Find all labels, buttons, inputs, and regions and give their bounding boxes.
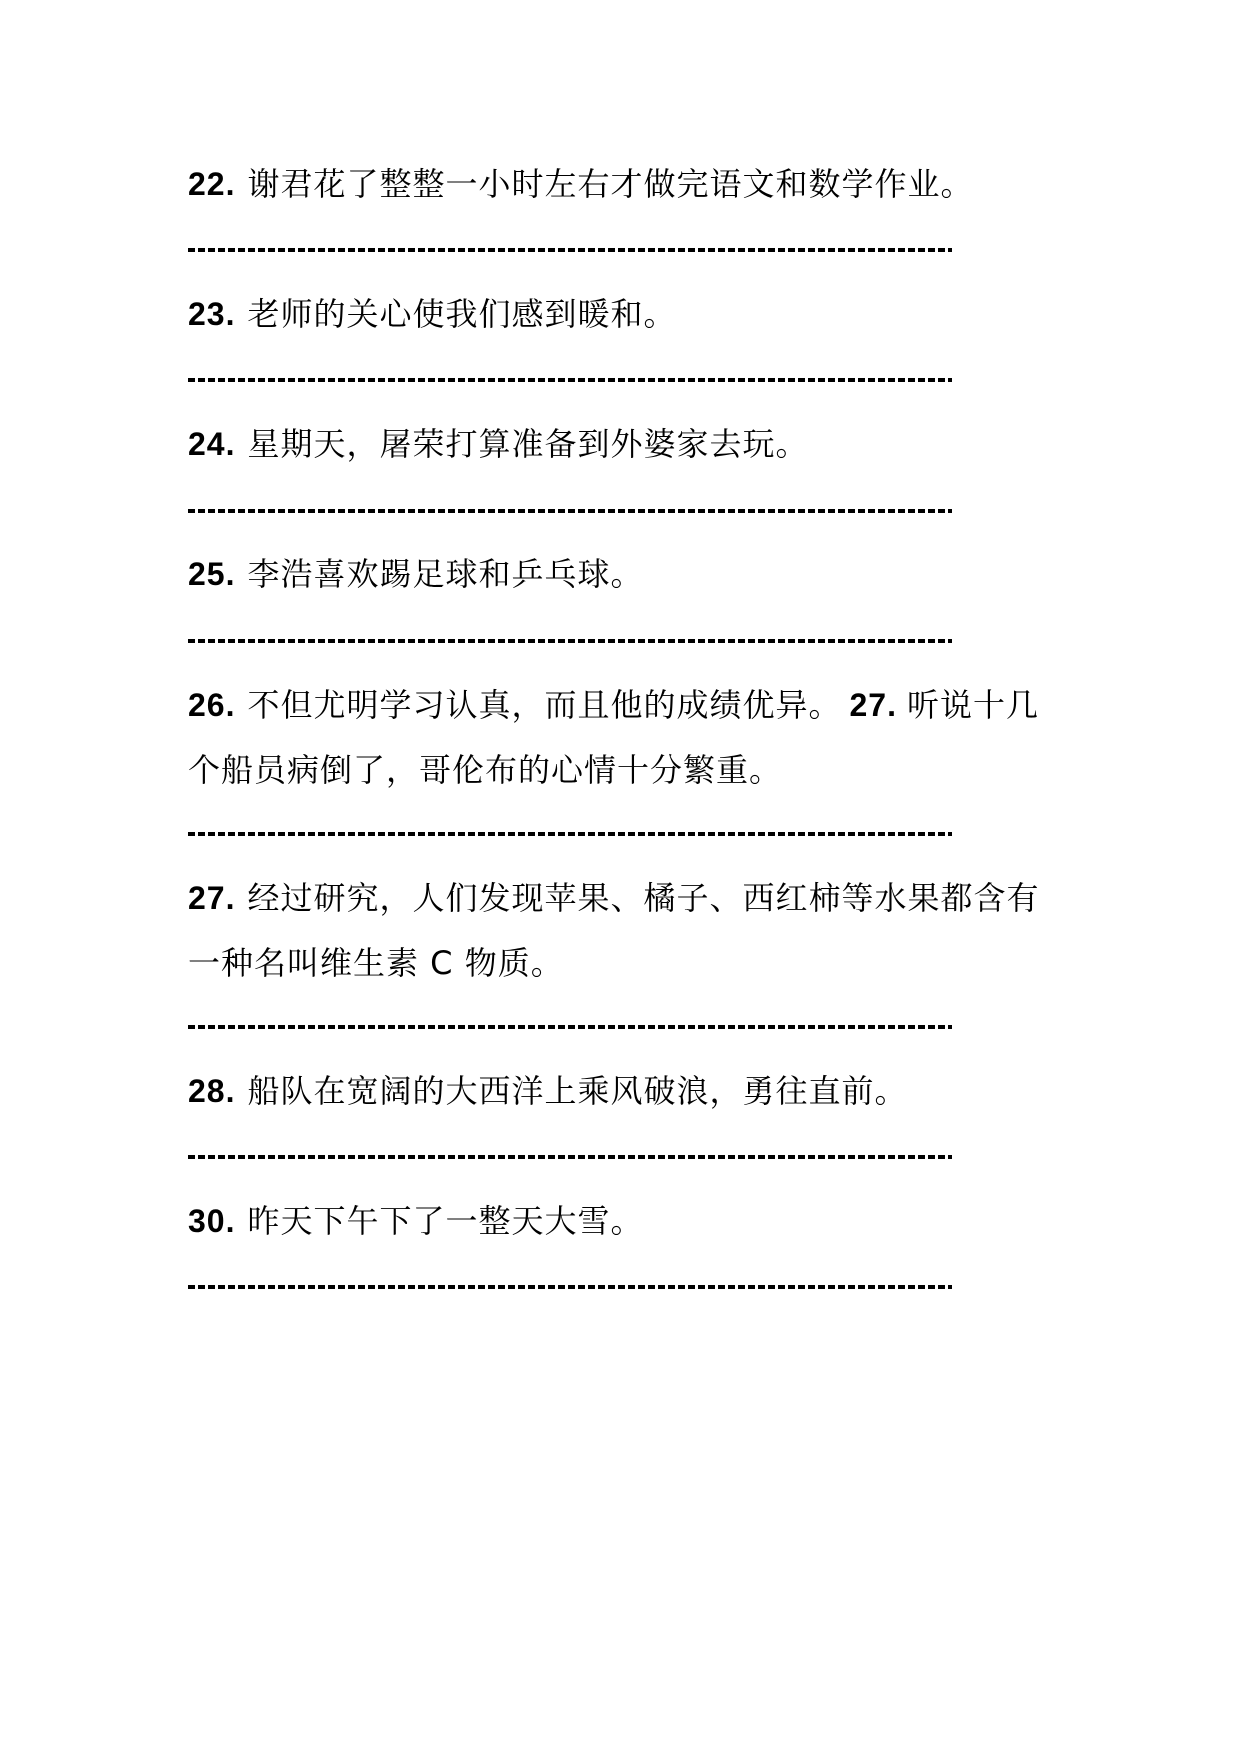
item-number: 30.	[188, 1203, 236, 1239]
answer-line-27	[188, 1025, 952, 1029]
sentence-24	[188, 424, 809, 464]
answer-line-23	[188, 378, 952, 382]
sentence-text: 老师的关心使我们感到暖和。	[247, 295, 677, 333]
sentence-26	[188, 685, 1039, 725]
sentence-text: 昨天下午下了一整天大雪。	[247, 1202, 644, 1240]
sentence-text: 船队在宽阔的大西洋上乘风破浪，勇往直前。	[247, 1072, 908, 1110]
sentence-text: 经过研究，人们发现苹果、橘子、西红柿等水果都含有	[247, 879, 1040, 917]
sentence-text: 星期天，屠荣打算准备到外婆家去玩。	[247, 425, 809, 463]
sentence-text: 不但尤明学习认真，而且他的成绩优异。	[247, 686, 842, 724]
answer-line-22	[188, 248, 952, 252]
answer-line-25	[188, 639, 952, 643]
item-number: 26.	[188, 687, 236, 723]
sentence-25	[188, 554, 644, 594]
sentence-continuation: 一种名叫维生素 C 物质。	[188, 944, 564, 982]
inline-item-number: 27.	[849, 687, 897, 723]
sentence-27	[188, 878, 1040, 918]
sentence-22	[188, 164, 974, 204]
sentence-26-continuation	[188, 750, 782, 790]
sentence-23	[188, 294, 677, 334]
sentence-continuation: 个船员病倒了，哥伦布的心情十分繁重。	[188, 751, 783, 789]
item-number: 24.	[188, 426, 236, 462]
sentence-text: 谢君花了整整一小时左右才做完语文和数学作业。	[247, 165, 974, 203]
item-number: 28.	[188, 1073, 236, 1109]
sentence-30	[188, 1201, 644, 1241]
answer-line-26	[188, 832, 952, 836]
answer-line-30	[188, 1285, 952, 1289]
item-number: 25.	[188, 556, 236, 592]
answer-line-28	[188, 1155, 952, 1159]
answer-line-24	[188, 509, 952, 513]
sentence-27-continuation	[188, 943, 564, 983]
item-number: 22.	[188, 166, 236, 202]
item-number: 27.	[188, 880, 236, 916]
sentence-28	[188, 1071, 908, 1111]
inline-sentence-text: 听说十几	[906, 686, 1039, 724]
sentence-text: 李浩喜欢踢足球和乒乓球。	[247, 555, 644, 593]
item-number: 23.	[188, 296, 236, 332]
